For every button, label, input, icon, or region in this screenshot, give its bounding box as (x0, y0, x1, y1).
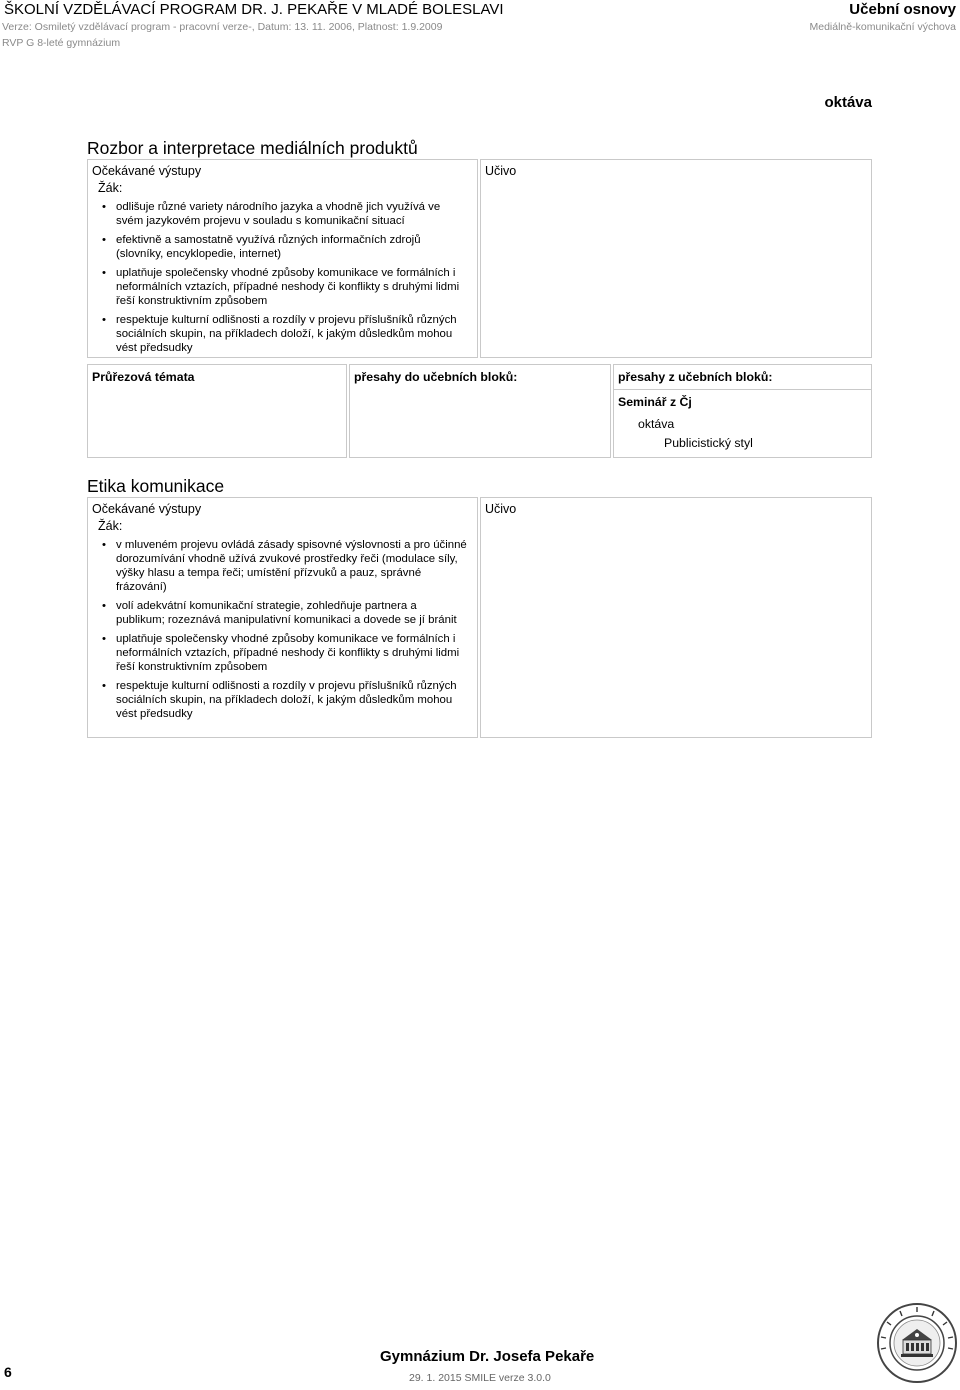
outcomes-list (98, 200, 468, 360)
outcomes-label: Očekávané výstupy (92, 164, 202, 178)
overlap-grade: oktáva (638, 417, 675, 431)
overlap-topic: Publicistický styl (664, 436, 753, 450)
list-item: • respektuje kulturní odlišnosti a rozdíly v projevu příslušníků různých sociálních skupin, na příkladech doloží, k jakým důsledkům mohou vést předsudky (98, 679, 468, 721)
footer-school: Gymnázium Dr. Josefa Pekaře (380, 1348, 595, 1365)
list-item: • uplatňuje společensky vhodné způsoby komunikace ve formálních i neformálních vztazích, případné neshody či konflikty s druhými lidmi řeší konstruktivním způsobem (98, 266, 468, 308)
student-label: Žák: (98, 181, 123, 195)
list-item: • odlišuje různé variety národního jazyka a vhodně jich využívá ve svém jazykovém projevu v souladu s komunikační situací (98, 200, 468, 228)
subject-name: Mediálně-komunikační výchova (809, 21, 956, 33)
crosscut-themes-box (87, 364, 347, 458)
divider (614, 389, 871, 390)
outcomes-list (98, 538, 468, 726)
crosscut-themes-label: Průřezová témata (92, 370, 195, 384)
list-item: • uplatňuje společensky vhodné způsoby komunikace ve formálních i neformálních vztazích, případné neshody či konflikty s druhými lidmi řeší konstruktivním způsobem (98, 632, 468, 674)
version-info: Verze: Osmiletý vzdělávací program - pracovní verze-, Datum: 13. 11. 2006, Platnost: 1.9.2009 (2, 21, 443, 33)
list-item: • respektuje kulturní odlišnosti a rozdíly v projevu příslušníků různých sociálních skupin, na příkladech doloží, k jakým důsledkům mohou vést předsudky (98, 313, 468, 355)
grade-label: oktáva (824, 94, 872, 111)
footer-date: 29. 1. 2015 SMILE verze 3.0.0 (409, 1372, 551, 1384)
section-title: Etika komunikace (87, 476, 225, 496)
list-item: • volí adekvátní komunikační strategie, zohledňuje partnera a publikum; rozeznává manipulativní komunikaci a dovede se jí bránit (98, 599, 468, 627)
rvp-label: RVP G 8-leté gymnázium (2, 37, 121, 49)
curriculum-label: Učivo (485, 502, 517, 516)
curriculum-box (480, 159, 872, 358)
overlaps-from-box (613, 364, 872, 458)
curriculum-box (480, 497, 872, 738)
seal-graphic (876, 1302, 958, 1384)
outcomes-box (87, 497, 478, 738)
list-item: • efektivně a samostatně využívá různých informačních zdrojů (slovníky, encyklopedie, internet) (98, 233, 468, 261)
page-number: 6 (4, 1364, 12, 1380)
student-label: Žák: (98, 519, 123, 533)
outcomes-label: Očekávané výstupy (92, 502, 202, 516)
school-seal-logo (876, 1302, 958, 1384)
overlaps-to-label: přesahy do učebních bloků: (354, 370, 518, 384)
outcomes-box (87, 159, 478, 358)
document-type: Učební osnovy (849, 1, 956, 18)
curriculum-label: Učivo (485, 164, 517, 178)
overlaps-from-label: přesahy z učebních bloků: (618, 370, 773, 384)
overlap-subject: Seminář z Čj (618, 395, 692, 409)
list-item: • v mluveném projevu ovládá zásady spisovné výslovnosti a pro účinné dorozumívání vhodně užívá zvukové prostředky řeči (modulace síly, výšky hlasu a tempa řeči; umístění přízvuků a pauz, správné frázování) (98, 538, 468, 594)
school-title: ŠKOLNÍ VZDĚLÁVACÍ PROGRAM DR. J. PEKAŘE V MLADÉ BOLESLAVI (4, 1, 504, 18)
overlaps-to-box (349, 364, 611, 458)
section-title: Rozbor a interpretace mediálních produktů (87, 138, 418, 158)
